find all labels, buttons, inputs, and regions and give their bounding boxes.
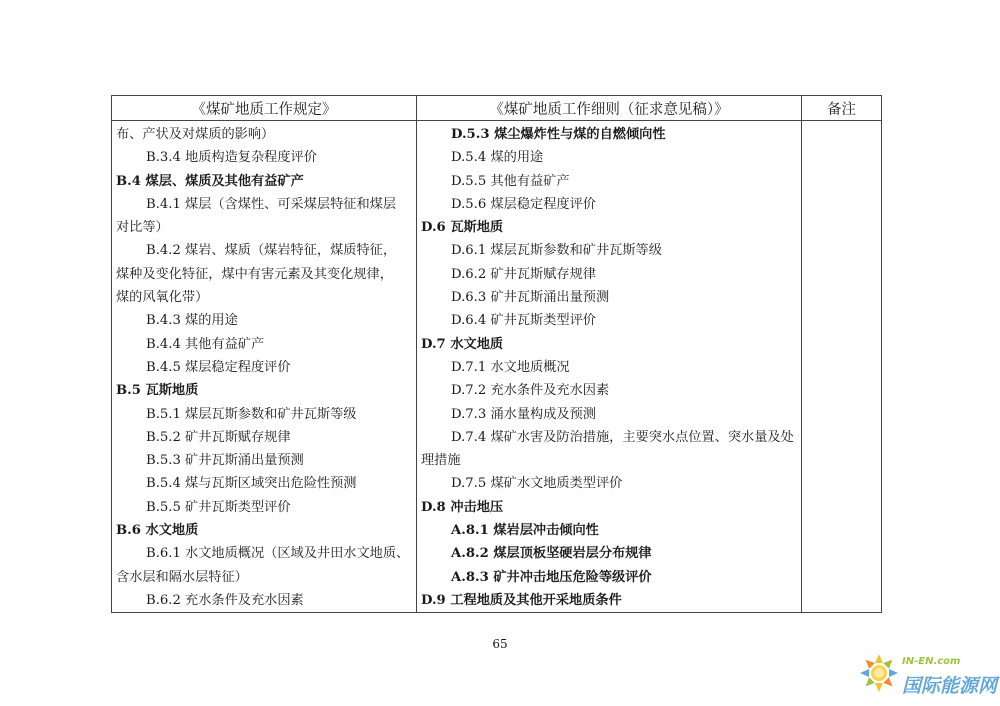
table-header-row	[112, 96, 882, 121]
right-text-line: D.5.5 其他有益矿产	[451, 173, 570, 189]
left-text-line: B.5.4 煤与瓦斯区域突出危险性预测	[146, 476, 357, 492]
left-text-line: B.5.5 矿井瓦斯类型评价	[146, 499, 291, 515]
left-column	[112, 121, 417, 613]
left-text-line: B.4.3 煤的用途	[146, 313, 238, 329]
right-text-line: D.7 水文地质	[421, 336, 504, 352]
left-text-line: B.5.2 矿井瓦斯赋存规律	[146, 429, 291, 445]
left-text-line: B.4.4 其他有益矿产	[146, 336, 265, 352]
right-text-line: D.7.2 充水条件及充水因素	[451, 383, 610, 399]
right-text-line: D.6.2 矿井瓦斯赋存规律	[451, 266, 596, 282]
page-number: 65	[492, 637, 508, 651]
right-text-line: D.6.1 煤层瓦斯参数和矿井瓦斯等级	[451, 243, 662, 259]
left-text-line: B.4 煤层、煤质及其他有益矿产	[116, 173, 304, 189]
left-text-line: B.6 水文地质	[116, 523, 199, 539]
left-text-line: 煤种及变化特征，煤中有害元素及其变化规律，	[116, 266, 393, 282]
right-text-line: D.7.1 水文地质概况	[451, 359, 570, 375]
watermark-en: IN-EN.com	[902, 656, 961, 667]
left-text-line: B.6.1 水文地质概况（区域及井田水文地质、	[146, 546, 410, 562]
left-text-line: B.5.1 煤层瓦斯参数和矿井瓦斯等级	[146, 406, 357, 422]
right-text-line: A.8.2 煤层顶板坚硬岩层分布规律	[451, 546, 652, 562]
left-text-line: B.6.2 充水条件及充水因素	[146, 592, 304, 608]
left-text-line: 布、产状及对煤质的影响）	[116, 127, 275, 142]
header-remarks: 备注	[802, 96, 882, 121]
left-text-line: B.5 瓦斯地质	[116, 383, 199, 399]
left-text-line: B.4.2 煤岩、煤质（煤岩特征，煤质特征，	[146, 243, 397, 259]
right-text-line: D.7.4 煤矿水害及防治措施，主要突水点位置、突水量及处	[451, 429, 794, 445]
left-text-line: B.3.4 地质构造复杂程度评价	[146, 150, 317, 166]
comparison-table	[111, 95, 882, 613]
right-text-line: D.7.3 涌水量构成及预测	[451, 406, 596, 422]
right-text-line: D.5.3 煤尘爆炸性与煤的自燃倾向性	[451, 127, 666, 142]
right-text-line: 理措施	[421, 453, 461, 469]
right-text-line: D.6 瓦斯地质	[421, 220, 504, 236]
table-body-row	[112, 121, 882, 613]
left-text-line: B.5.3 矿井瓦斯涌出量预测	[146, 453, 304, 469]
right-text-line: D.8 冲击地压	[421, 499, 504, 515]
left-text-line: B.4.5 煤层稳定程度评价	[146, 359, 291, 375]
sun-logo-icon	[858, 652, 900, 694]
right-column	[417, 121, 802, 613]
header-detailed-rules: 《煤矿地质工作细则（征求意见稿）》	[417, 96, 802, 121]
left-text-line: 含水层和隔水层特征）	[116, 569, 248, 585]
right-text-line: D.5.6 煤层稳定程度评价	[451, 196, 596, 212]
left-text-line: 煤的风氧化带）	[116, 290, 209, 306]
watermark-cn: 国际能源网	[902, 675, 998, 697]
left-text-line: B.4.1 煤层（含煤性、可采煤层特征和煤层	[146, 196, 397, 212]
right-text-line: A.8.1 煤岩层冲击倾向性	[451, 523, 599, 539]
right-text-line: D.7.5 煤矿水文地质类型评价	[451, 476, 623, 492]
remarks-column	[802, 121, 882, 613]
right-text-line: D.9 工程地质及其他开采地质条件	[421, 592, 622, 608]
right-text-line: A.8.3 矿井冲击地压危险等级评价	[451, 569, 652, 585]
header-regulation: 《煤矿地质工作规定》	[112, 96, 417, 121]
right-text-line: D.6.4 矿井瓦斯类型评价	[451, 313, 596, 329]
left-text-line: 对比等）	[116, 220, 169, 236]
right-text-line: D.5.4 煤的用途	[451, 150, 544, 166]
watermark-logo	[858, 648, 998, 704]
right-text-line: D.6.3 矿井瓦斯涌出量预测	[451, 290, 610, 306]
